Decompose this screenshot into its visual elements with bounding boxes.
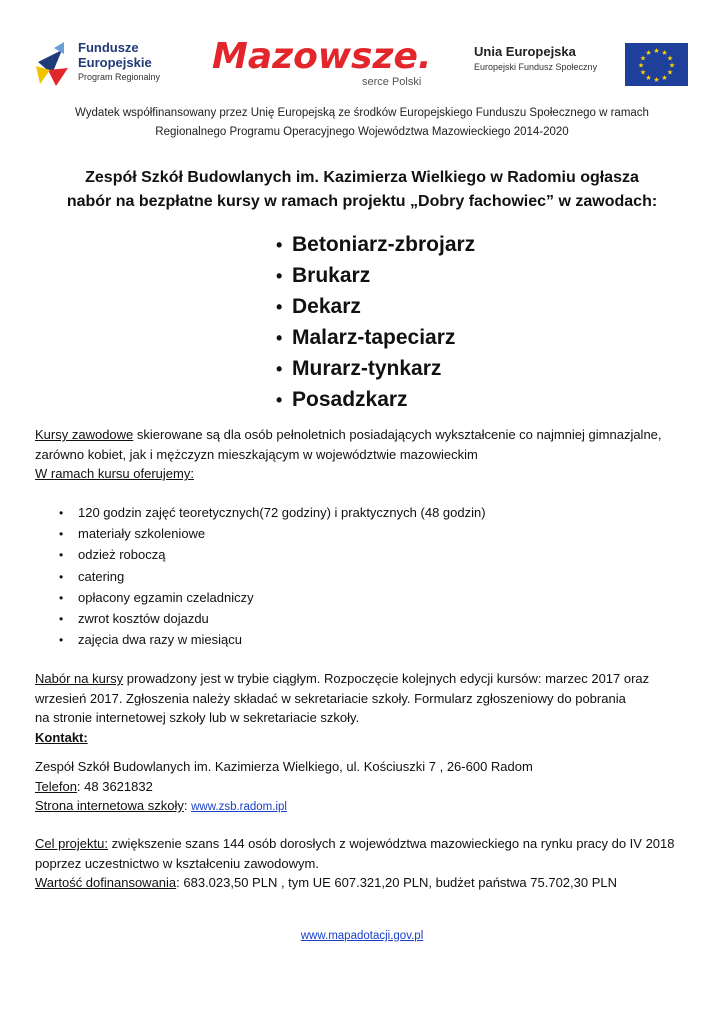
phone-value: : 48 3621832 [76, 778, 153, 794]
bullet-icon: • [276, 297, 283, 317]
offer-label: W ramach kursu oferujemy: [35, 466, 194, 481]
svg-text:★: ★ [666, 54, 674, 63]
contact-label: Kontakt: [35, 729, 88, 745]
courses-paragraph: Kursy zawodowe skierowane są dla osób pełnoletnich posiadających wykształcenie co najmniej gimnazjalne, zarówno kobiet, jak i mężczyzn mieszkającym w województwie mazowieckim W ramach kursu oferujemy: [35, 425, 695, 484]
goal-block: Cel projektu: zwiększenie szans 144 osób dorosłych z województwa mazowieckiego na rynku pracy do IV 2018 poprzez uczestnictwo w kształceniu zawodowym. Wartość dofinansowania: 683.023,50 PLN , tym UE 607.321,20 PLN, budżet państwa 75.702,30 PLN [35, 836, 675, 890]
fe-star-icon [34, 40, 74, 90]
mapadotacji-link[interactable]: www.mapadotacji.gov.pl [300, 930, 424, 942]
fe-line-2: Europejskie [78, 55, 152, 70]
benefit-item: • catering [35, 566, 486, 587]
svg-text:★: ★ [653, 76, 660, 84]
phone-label: Telefon [35, 778, 77, 794]
eu-flag-icon [625, 43, 688, 86]
ue-logo-text [474, 44, 614, 74]
contact-block: Zespół Szkół Budowlanych im. Kazimierza Wielkiego, ul. Kościuszki 7 , 26-600 Radom Telefon: 48 3621832 Strona internetowa szkoły: www.zsb.radom.ipl [35, 757, 695, 818]
bullet-icon: • [59, 633, 64, 648]
bullet-icon: • [59, 590, 64, 605]
ue-title: Unia Europejska [474, 44, 576, 59]
bullet-icon: • [276, 266, 283, 286]
benefit-item: • materiały szkoleniowe [35, 523, 486, 544]
school-website-link[interactable]: www.zsb.radom.ipl [191, 801, 287, 813]
funding-value-label: Wartość dofinansowania [35, 875, 177, 890]
web-label: Strona internetowa szkoły [35, 798, 184, 813]
benefit-item: • odzież roboczą [35, 544, 486, 565]
footer [0, 930, 724, 942]
profession-item: • Betoniarz-zbrojarz [276, 229, 475, 260]
cofinancing-line-2: Regionalnego Programu Operacyjnego Województwa Mazowieckiego 2014-2020 [155, 126, 569, 138]
bullet-icon: • [59, 527, 64, 542]
benefit-item: • zwrot kosztów dojazdu [35, 608, 486, 629]
recruitment-paragraph: Nabór na kursy prowadzony jest w trybie ciągłym. Rozpoczęcie kolejnych edycji kursów: marzec 2017 oraz wrzesień 2017. Zgłoszenia należy składać w sekretariacie szkoły. Formularz zgłoszeniowy do pobrania na stronie internetowej szkoły lub w sekretariacie szkoły. Kontakt: [35, 669, 695, 747]
recruitment-label: Nabór na kursy [35, 671, 124, 686]
mazowsze-tagline: serce Polski [362, 76, 422, 88]
benefit-item: • 120 godzin zajęć teoretycznych(72 godziny) i praktycznych (48 godzin) [35, 502, 486, 523]
fe-line-1: Fundusze [78, 40, 139, 55]
benefit-item: • opłacony egzamin czeladniczy [35, 587, 486, 608]
professions-list [276, 229, 475, 415]
svg-text:★: ★ [645, 49, 652, 57]
profession-item: • Posadzkarz [276, 384, 475, 415]
bullet-icon: • [276, 235, 283, 255]
funding-value: : 683.023,50 PLN , tym UE 607.321,20 PLN, budżet państwa 75.702,30 PLN [176, 875, 618, 890]
svg-text:★: ★ [639, 54, 647, 63]
bullet-icon: • [59, 569, 64, 584]
svg-text:★: ★ [666, 68, 674, 77]
svg-text:★: ★ [661, 49, 668, 57]
svg-text:★: ★ [653, 47, 660, 55]
cofinancing-note [0, 104, 724, 142]
fe-line-3: Program Regionalny [78, 72, 161, 82]
mazowsze-logo [212, 36, 442, 92]
benefit-item: • zajęcia dwa razy w miesiącu [35, 629, 486, 650]
logo-bar [0, 34, 724, 94]
profession-item: • Murarz-tynkarz [276, 353, 475, 384]
contact-address: Zespół Szkół Budowlanych im. Kazimierza Wielkiego, ul. Kościuszki 7 , 26-600 Radom [35, 759, 533, 774]
bullet-icon: • [276, 359, 283, 379]
heading-line-1: Zespół Szkół Budowlanych im. Kazimierza Wielkiego w Radomiu ogłasza [85, 169, 639, 186]
bullet-icon: • [276, 328, 283, 348]
mazowsze-wordmark: Mazowsze. [212, 36, 432, 77]
profession-item: • Malarz-tapeciarz [276, 322, 475, 353]
bullet-icon: • [59, 506, 64, 520]
goal-label: Cel projektu: [35, 836, 108, 851]
courses-label: Kursy zawodowe [35, 427, 134, 442]
svg-text:★: ★ [639, 68, 647, 77]
svg-text:★: ★ [637, 61, 645, 70]
svg-text:★: ★ [668, 61, 676, 70]
fundusze-europejskie-logo [34, 36, 184, 92]
cofinancing-line-1: Wydatek współfinansowany przez Unię Europejską ze środków Europejskiego Funduszu Społecznego w ramach [75, 107, 649, 119]
svg-text:★: ★ [645, 74, 652, 82]
heading-line-2: nabór na bezpłatne kursy w ramach projektu „Dobry fachowiec” w zawodach: [66, 193, 658, 210]
bullet-icon: • [276, 390, 283, 410]
benefits-list [35, 502, 486, 650]
profession-item: • Dekarz [276, 291, 475, 322]
svg-text:★: ★ [661, 74, 668, 82]
bullet-icon: • [59, 611, 64, 626]
bullet-icon: • [59, 548, 64, 563]
profession-item: • Brukarz [276, 260, 475, 291]
announcement-heading [0, 166, 724, 214]
ue-subtitle: Europejski Fundusz Społeczny [474, 62, 598, 72]
